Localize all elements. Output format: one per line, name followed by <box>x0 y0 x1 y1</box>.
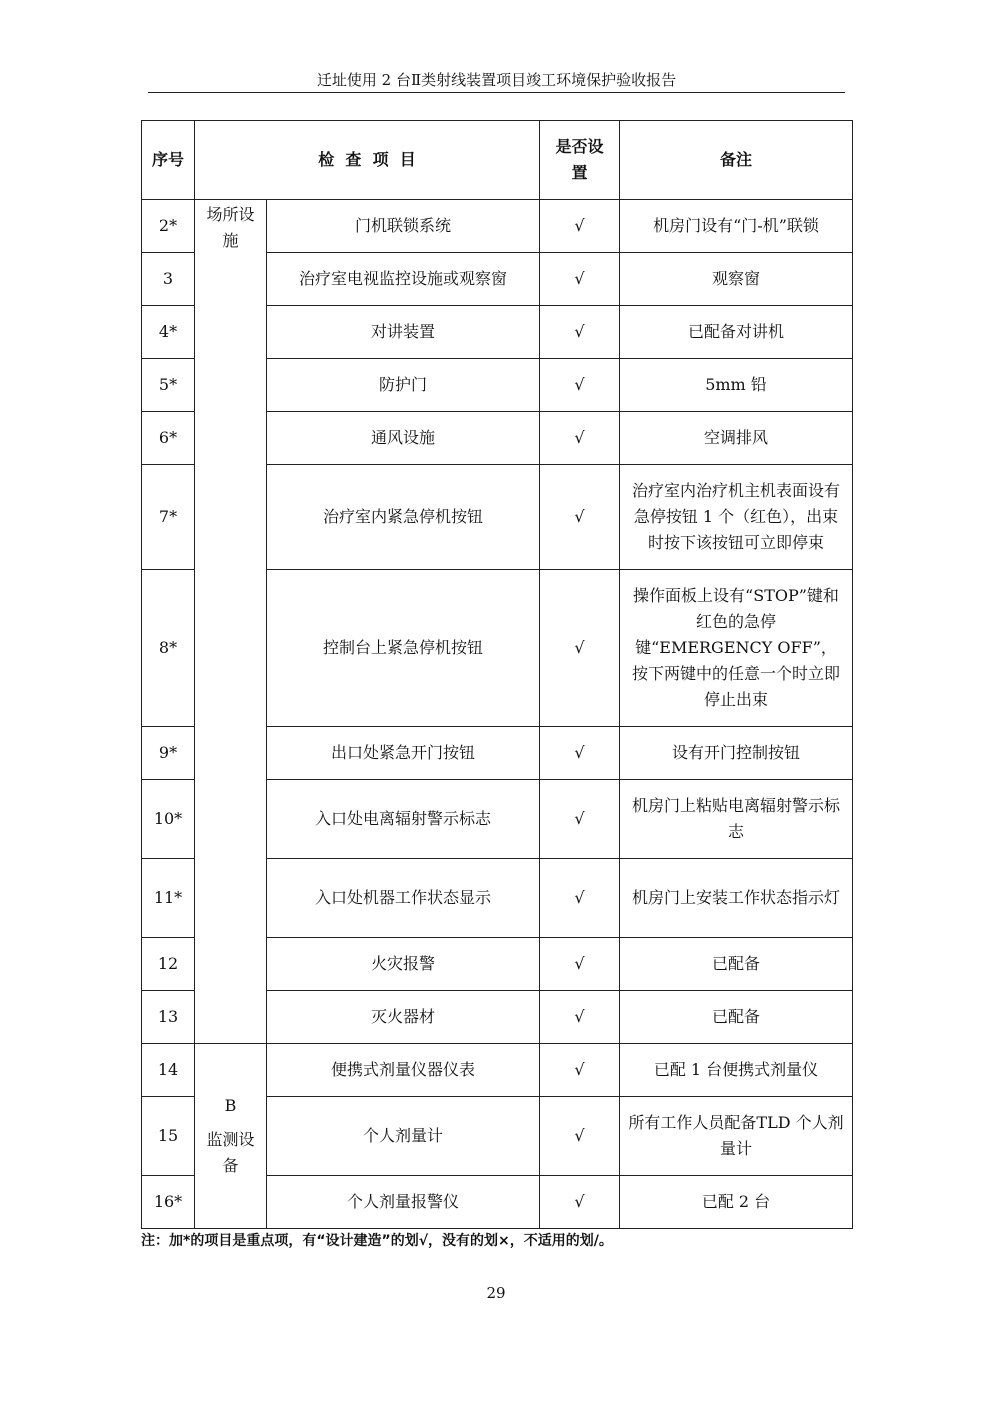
row-remark: 观察窗 <box>620 253 853 306</box>
column-header-seq: 序号 <box>142 121 195 200</box>
group-label-site <box>195 200 267 1044</box>
page-number: 29 <box>486 1284 506 1302</box>
row-remark: 治疗室内治疗机主机表面设有急停按钮 1 个（红色），出束时按下该按钮可立即停束 <box>620 465 853 570</box>
row-seq: 2* <box>142 200 195 253</box>
row-seq: 3 <box>142 253 195 306</box>
table-footnote: 注：加*的项目是重点项，有“设计建造”的划√，没有的划×，不适用的划/。 <box>141 1233 613 1249</box>
row-seq: 5* <box>142 359 195 412</box>
row-seq: 16* <box>142 1176 195 1229</box>
row-item: 治疗室电视监控设施或观察窗 <box>267 253 540 306</box>
row-remark: 已配备对讲机 <box>620 306 853 359</box>
row-remark: 机房门上安装工作状态指示灯 <box>620 859 853 938</box>
row-check: √ <box>540 412 620 465</box>
row-remark: 已配 2 台 <box>620 1176 853 1229</box>
row-seq: 11* <box>142 859 195 938</box>
row-check: √ <box>540 465 620 570</box>
group-label-site-text: 场所设施 <box>206 205 255 250</box>
row-item: 火灾报警 <box>267 938 540 991</box>
row-check: √ <box>540 727 620 780</box>
row-check: √ <box>540 253 620 306</box>
row-remark: 所有工作人员配备TLD 个人剂量计 <box>620 1097 853 1176</box>
row-remark: 已配 1 台便携式剂量仪 <box>620 1044 853 1097</box>
row-remark: 已配备 <box>620 991 853 1044</box>
row-item: 治疗室内紧急停机按钮 <box>267 465 540 570</box>
row-item: 便携式剂量仪器仪表 <box>267 1044 540 1097</box>
row-seq: 4* <box>142 306 195 359</box>
table-row <box>142 200 853 253</box>
row-remark: 设有开门控制按钮 <box>620 727 853 780</box>
inspection-table <box>141 120 853 1229</box>
row-check: √ <box>540 1097 620 1176</box>
row-check: √ <box>540 570 620 727</box>
column-header-set: 是否设置 <box>540 121 620 200</box>
row-seq: 7* <box>142 465 195 570</box>
row-check: √ <box>540 780 620 859</box>
row-seq: 9* <box>142 727 195 780</box>
row-check: √ <box>540 359 620 412</box>
table-header-row <box>142 121 853 200</box>
table-row <box>142 1044 853 1097</box>
group-label-monitor <box>195 1044 267 1229</box>
row-remark: 空调排风 <box>620 412 853 465</box>
row-item: 灭火器材 <box>267 991 540 1044</box>
row-remark: 操作面板上设有“STOP”键和红色的急停键“EMERGENCY OFF”，按下两键中的任意一个时立即停止出束 <box>620 570 853 727</box>
running-header: 迁址使用 2 台Ⅱ类射线装置项目竣工环境保护验收报告 <box>316 71 677 89</box>
row-remark: 5mm 铅 <box>620 359 853 412</box>
row-remark: 已配备 <box>620 938 853 991</box>
row-item: 个人剂量计 <box>267 1097 540 1176</box>
row-seq: 10* <box>142 780 195 859</box>
row-check: √ <box>540 991 620 1044</box>
row-seq: 12 <box>142 938 195 991</box>
row-seq: 15 <box>142 1097 195 1176</box>
row-item: 防护门 <box>267 359 540 412</box>
row-check: √ <box>540 200 620 253</box>
row-item: 控制台上紧急停机按钮 <box>267 570 540 727</box>
row-item: 通风设施 <box>267 412 540 465</box>
row-check: √ <box>540 1176 620 1229</box>
group-label-monitor-code: B <box>224 1096 237 1115</box>
row-check: √ <box>540 1044 620 1097</box>
row-item: 门机联锁系统 <box>267 200 540 253</box>
row-item: 对讲装置 <box>267 306 540 359</box>
row-check: √ <box>540 306 620 359</box>
column-header-item: 检 查 项 目 <box>195 121 540 200</box>
row-item: 个人剂量报警仪 <box>267 1176 540 1229</box>
header-divider <box>148 92 845 93</box>
column-header-remark: 备注 <box>620 121 853 200</box>
row-check: √ <box>540 859 620 938</box>
row-seq: 13 <box>142 991 195 1044</box>
row-check: √ <box>540 938 620 991</box>
row-item: 入口处机器工作状态显示 <box>267 859 540 938</box>
row-seq: 14 <box>142 1044 195 1097</box>
group-label-monitor-text: 监测设备 <box>206 1130 255 1175</box>
row-seq: 8* <box>142 570 195 727</box>
row-seq: 6* <box>142 412 195 465</box>
row-remark: 机房门上粘贴电离辐射警示标志 <box>620 780 853 859</box>
row-item: 入口处电离辐射警示标志 <box>267 780 540 859</box>
row-remark: 机房门设有“门-机”联锁 <box>620 200 853 253</box>
row-item: 出口处紧急开门按钮 <box>267 727 540 780</box>
